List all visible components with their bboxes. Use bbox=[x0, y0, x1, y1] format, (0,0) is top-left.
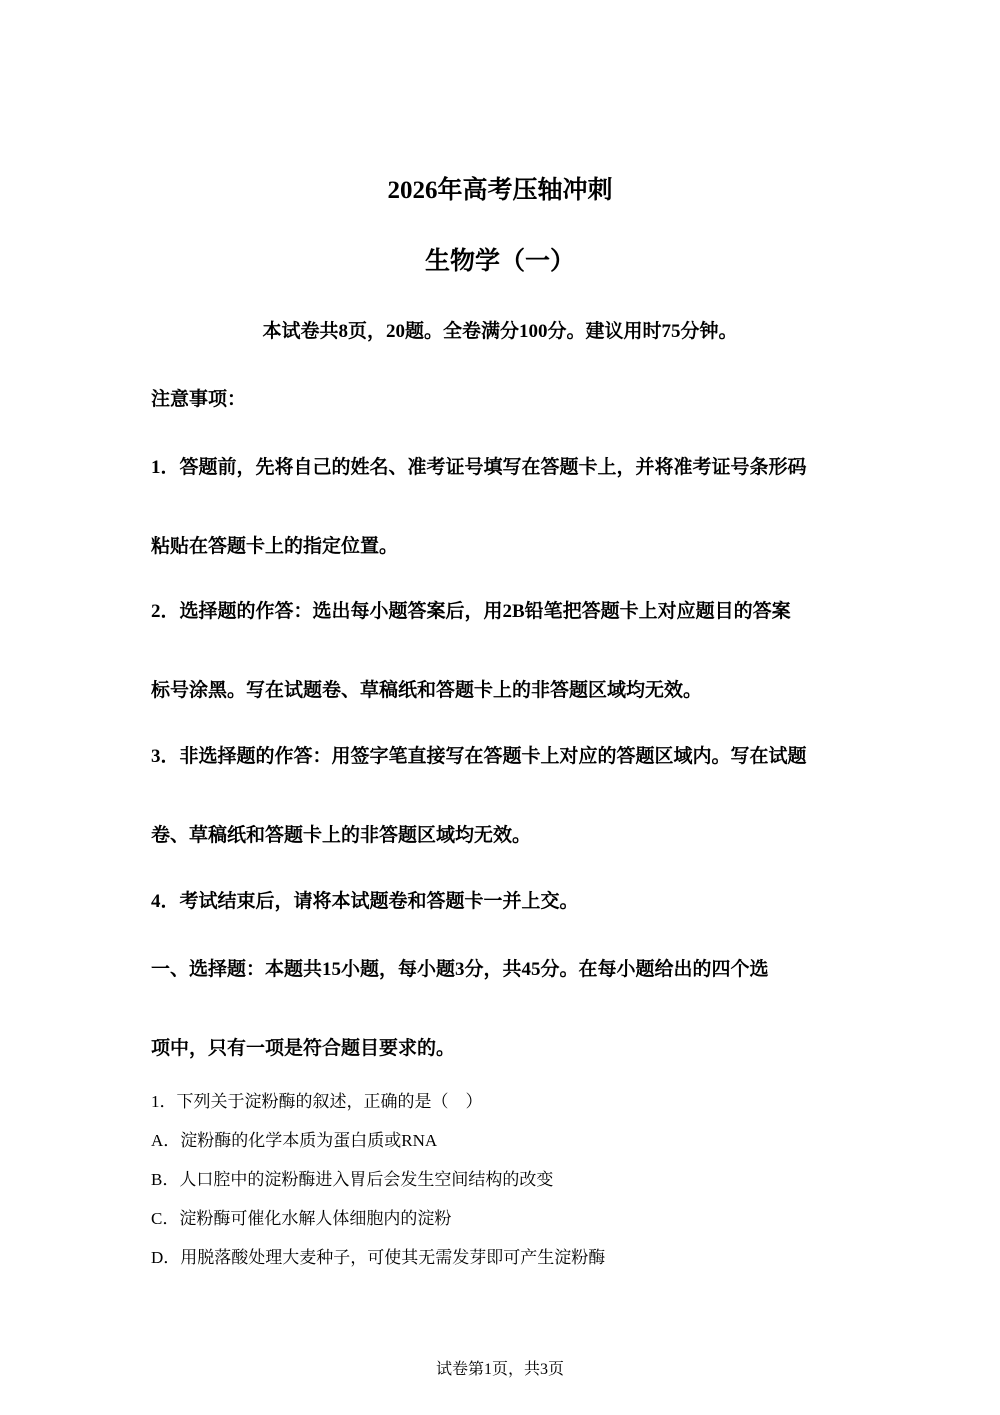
notice-item-1-line2: 粘贴在答题卡上的指定位置。 bbox=[151, 536, 399, 557]
page-footer: 试卷第1页，共3页 bbox=[435, 1361, 564, 1378]
question-1-stem: 1．下列关于淀粉酶的叙述，正确的是（ ） bbox=[151, 1092, 483, 1111]
question-1-option-d: D．用脱落酸处理大麦种子，可使其无需发芽即可产生淀粉酶 bbox=[151, 1248, 606, 1267]
question-1-option-c: C．淀粉酶可催化水解人体细胞内的淀粉 bbox=[151, 1209, 452, 1228]
notice-item-3-line1: 3．非选择题的作答：用签字笔直接写在答题卡上对应的答题区域内。写在试题 bbox=[151, 746, 807, 767]
notice-heading: 注意事项： bbox=[151, 389, 247, 410]
exam-title: 2026年高考压轴冲刺 bbox=[387, 177, 613, 204]
notice-item-2-line2: 标号涂黑。写在试题卷、草稿纸和答题卡上的非答题区域均无效。 bbox=[151, 680, 703, 701]
question-1-option-b: B．人口腔中的淀粉酶进入胃后会发生空间结构的改变 bbox=[151, 1170, 554, 1189]
exam-info: 本试卷共8页，20题。全卷满分100分。建议用时75分钟。 bbox=[262, 321, 738, 342]
notice-item-4: 4．考试结束后，请将本试题卷和答题卡一并上交。 bbox=[151, 891, 579, 912]
notice-item-2-line1: 2．选择题的作答：选出每小题答案后，用2B铅笔把答题卡上对应题目的答案 bbox=[151, 601, 791, 622]
question-1-option-a: A．淀粉酶的化学本质为蛋白质或RNA bbox=[151, 1131, 438, 1150]
section-heading-line1: 一、选择题：本题共15小题，每小题3分，共45分。在每小题给出的四个选 bbox=[151, 959, 769, 980]
section-heading-line2: 项中，只有一项是符合题目要求的。 bbox=[151, 1038, 456, 1059]
notice-item-3-line2: 卷、草稿纸和答题卡上的非答题区域均无效。 bbox=[151, 825, 532, 846]
exam-subtitle: 生物学（一） bbox=[424, 248, 575, 275]
notice-item-1-line1: 1．答题前，先将自己的姓名、准考证号填写在答题卡上，并将准考证号条形码 bbox=[151, 457, 807, 478]
